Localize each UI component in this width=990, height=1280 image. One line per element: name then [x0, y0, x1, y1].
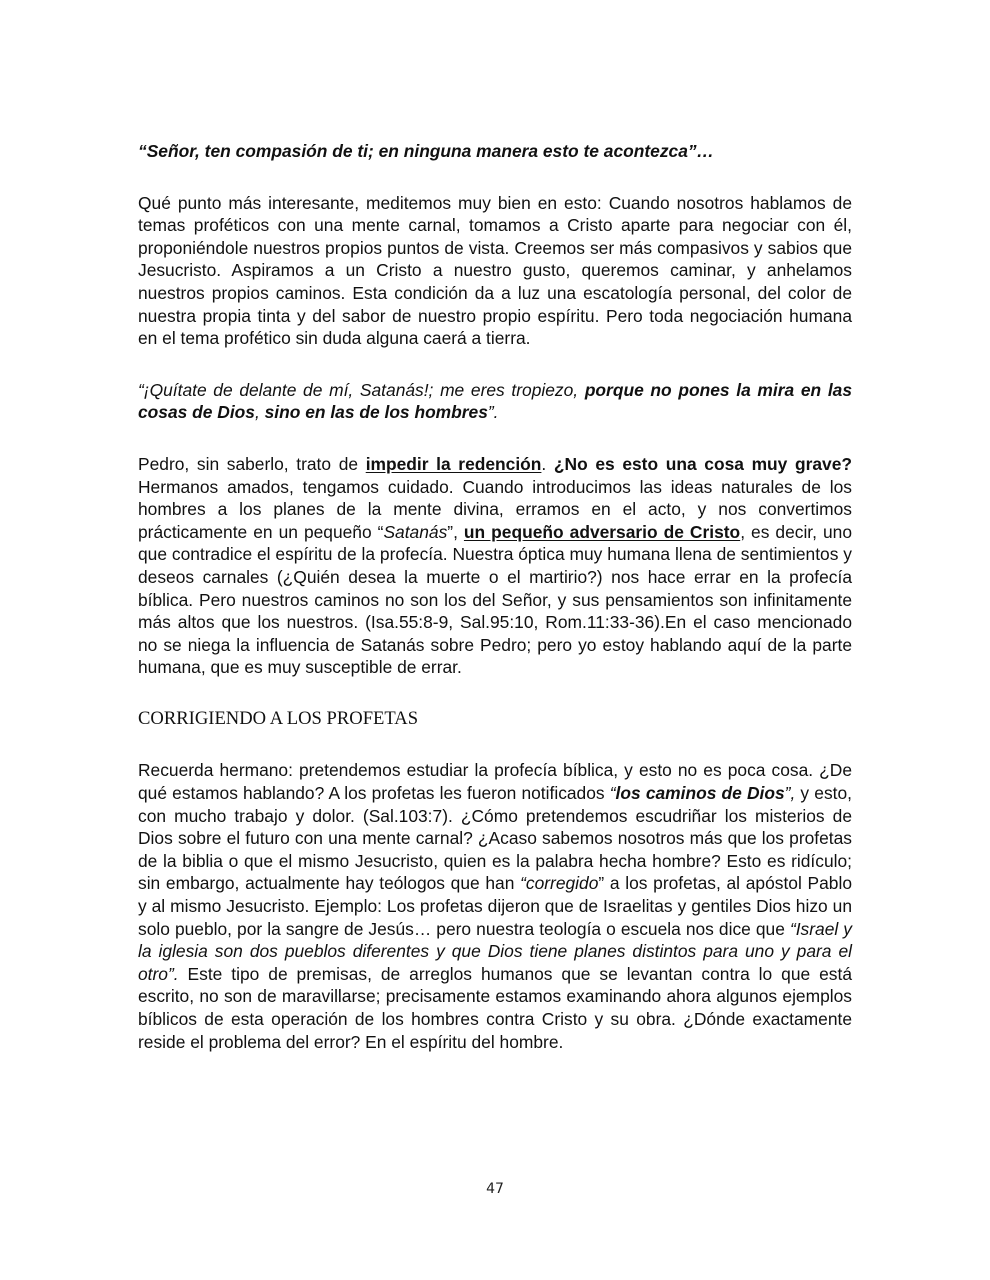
italic-corregido: “corregido — [520, 873, 599, 894]
quote-text-emphasis-2: sino en las de los hombres — [264, 402, 488, 423]
quote-text-close: ”. — [487, 402, 499, 423]
text-run: y esto, con mucho trabajo y dolor. (Sal.103:7). ¿Cómo pretendemos escudriñar los misterios de Dios sobre el futuro con una mente carnal? ¿Acaso sabemos nosotros más que los profetas de la biblia o que el mismo Jesucristo, quien es la palabra hecha hombre? Esto es ridículo; sin embargo, actualmente hay teólogos que han — [138, 783, 852, 894]
paragraph-prophetic-negotiation: Qué punto más interesante, meditemos muy bien en esto: Cuando nosotros hablamos de temas proféticos con una mente carnal, tomamos a Cristo aparte para negociar con él, proponiéndole nuestros propios puntos de vista. Creemos ser más compasivos y sabios que Jesucristo. Aspiramos a un Cristo a nuestro gusto, queremos caminar, y anhelamos nuestros propios caminos. Esta condición da a luz una escatología personal, del color de nuestra propia tinta y del sabor de nuestro propio espíritu. Pero toda negociación humana en el tema profético sin duda alguna caerá a tierra. — [138, 192, 852, 349]
paragraph-correcting-prophets — [138, 759, 852, 1053]
text-run: Pedro, sin saberlo, trato de — [138, 453, 366, 474]
text-run: Hermanos amados, tengamos cuidado. Cuando introducimos las ideas naturales de los hombres a los planes de la mente divina, erramos en el acto, y nos convertimos prácticamente en un pequeño “ — [138, 476, 852, 542]
page-number: 47 — [486, 1181, 504, 1197]
text-run: ” a los profetas, al apóstol Pablo y al mismo Jesucristo. Ejemplo: Los profetas dijeron que de Israelitas y gentiles Dios hizo un solo pueblo, por la sangre de Jesús… pero nuestra teología o escuela nos dice que — [138, 873, 852, 939]
bible-quote-satan — [138, 379, 852, 424]
italic-open-quote: “ — [609, 783, 616, 804]
quote-text-comma: , — [254, 402, 265, 423]
text-run: . — [541, 453, 554, 474]
page-body — [138, 140, 852, 1053]
text-run: Recuerda hermano: pretendemos estudiar la profecía bíblica, y esto no es poca cosa. ¿De qué estamos hablando? A los profetas les fueron notificados — [138, 760, 852, 804]
paragraph-peter-redemption — [138, 453, 852, 679]
italic-satanas: Satanás — [383, 521, 448, 542]
quote-text-emphasis: porque no pones la mira en las cosas de Dios — [138, 379, 852, 423]
underlined-emphasis-adversary: un pequeño adversario de Cristo — [463, 521, 741, 542]
text-run: ”, — [447, 521, 464, 542]
underlined-emphasis-redemption: impedir la redención — [365, 453, 542, 474]
bible-quote-peter: “Señor, ten compasión de ti; en ninguna manera esto te acontezca”… — [138, 141, 714, 161]
italic-close-quote: ”, — [784, 783, 796, 804]
quote-text-regular: “¡Quítate de delante de mí, Satanás!; me eres tropiezo, — [138, 379, 585, 400]
bold-italic-ways-of-god: los caminos de Dios — [615, 783, 785, 804]
section-heading: CORRIGIENDO A LOS PROFETAS — [138, 707, 419, 729]
text-run: , es decir, uno que contradice el espíritu de la profecía. Nuestra óptica muy humana llena de sentimientos y deseos carnales (¿Quién desea la muerte o el martirio?) nos hace errar en la profecía bíblica. Pero nuestros caminos no son los del Señor, y sus pensamientos son infinitamente más altos que los nuestros. (Isa.55:8-9, Sal.95:10, Rom.11:33-36).En el caso mencionado no se niega la influencia de Satanás sobre Pedro; pero yo estoy hablando aquí de la parte humana, que es muy susceptible de errar. — [138, 521, 852, 678]
italic-israel-quote: “Israel y la iglesia son dos pueblos diferentes y que Dios tiene planes distintos para uno y para el otro”. — [138, 918, 852, 984]
bold-question: ¿No es esto una cosa muy grave? — [553, 453, 853, 474]
text-run: Este tipo de premisas, de arreglos humanos que se levantan contra lo que está escrito, no son de maravillarse; precisamente estamos examinando ahora algunos ejemplos bíblicos de esta operación de los hombres contra Cristo y su obra. ¿Dónde exactamente reside el problema del error? En el espíritu del hombre. — [138, 963, 852, 1052]
